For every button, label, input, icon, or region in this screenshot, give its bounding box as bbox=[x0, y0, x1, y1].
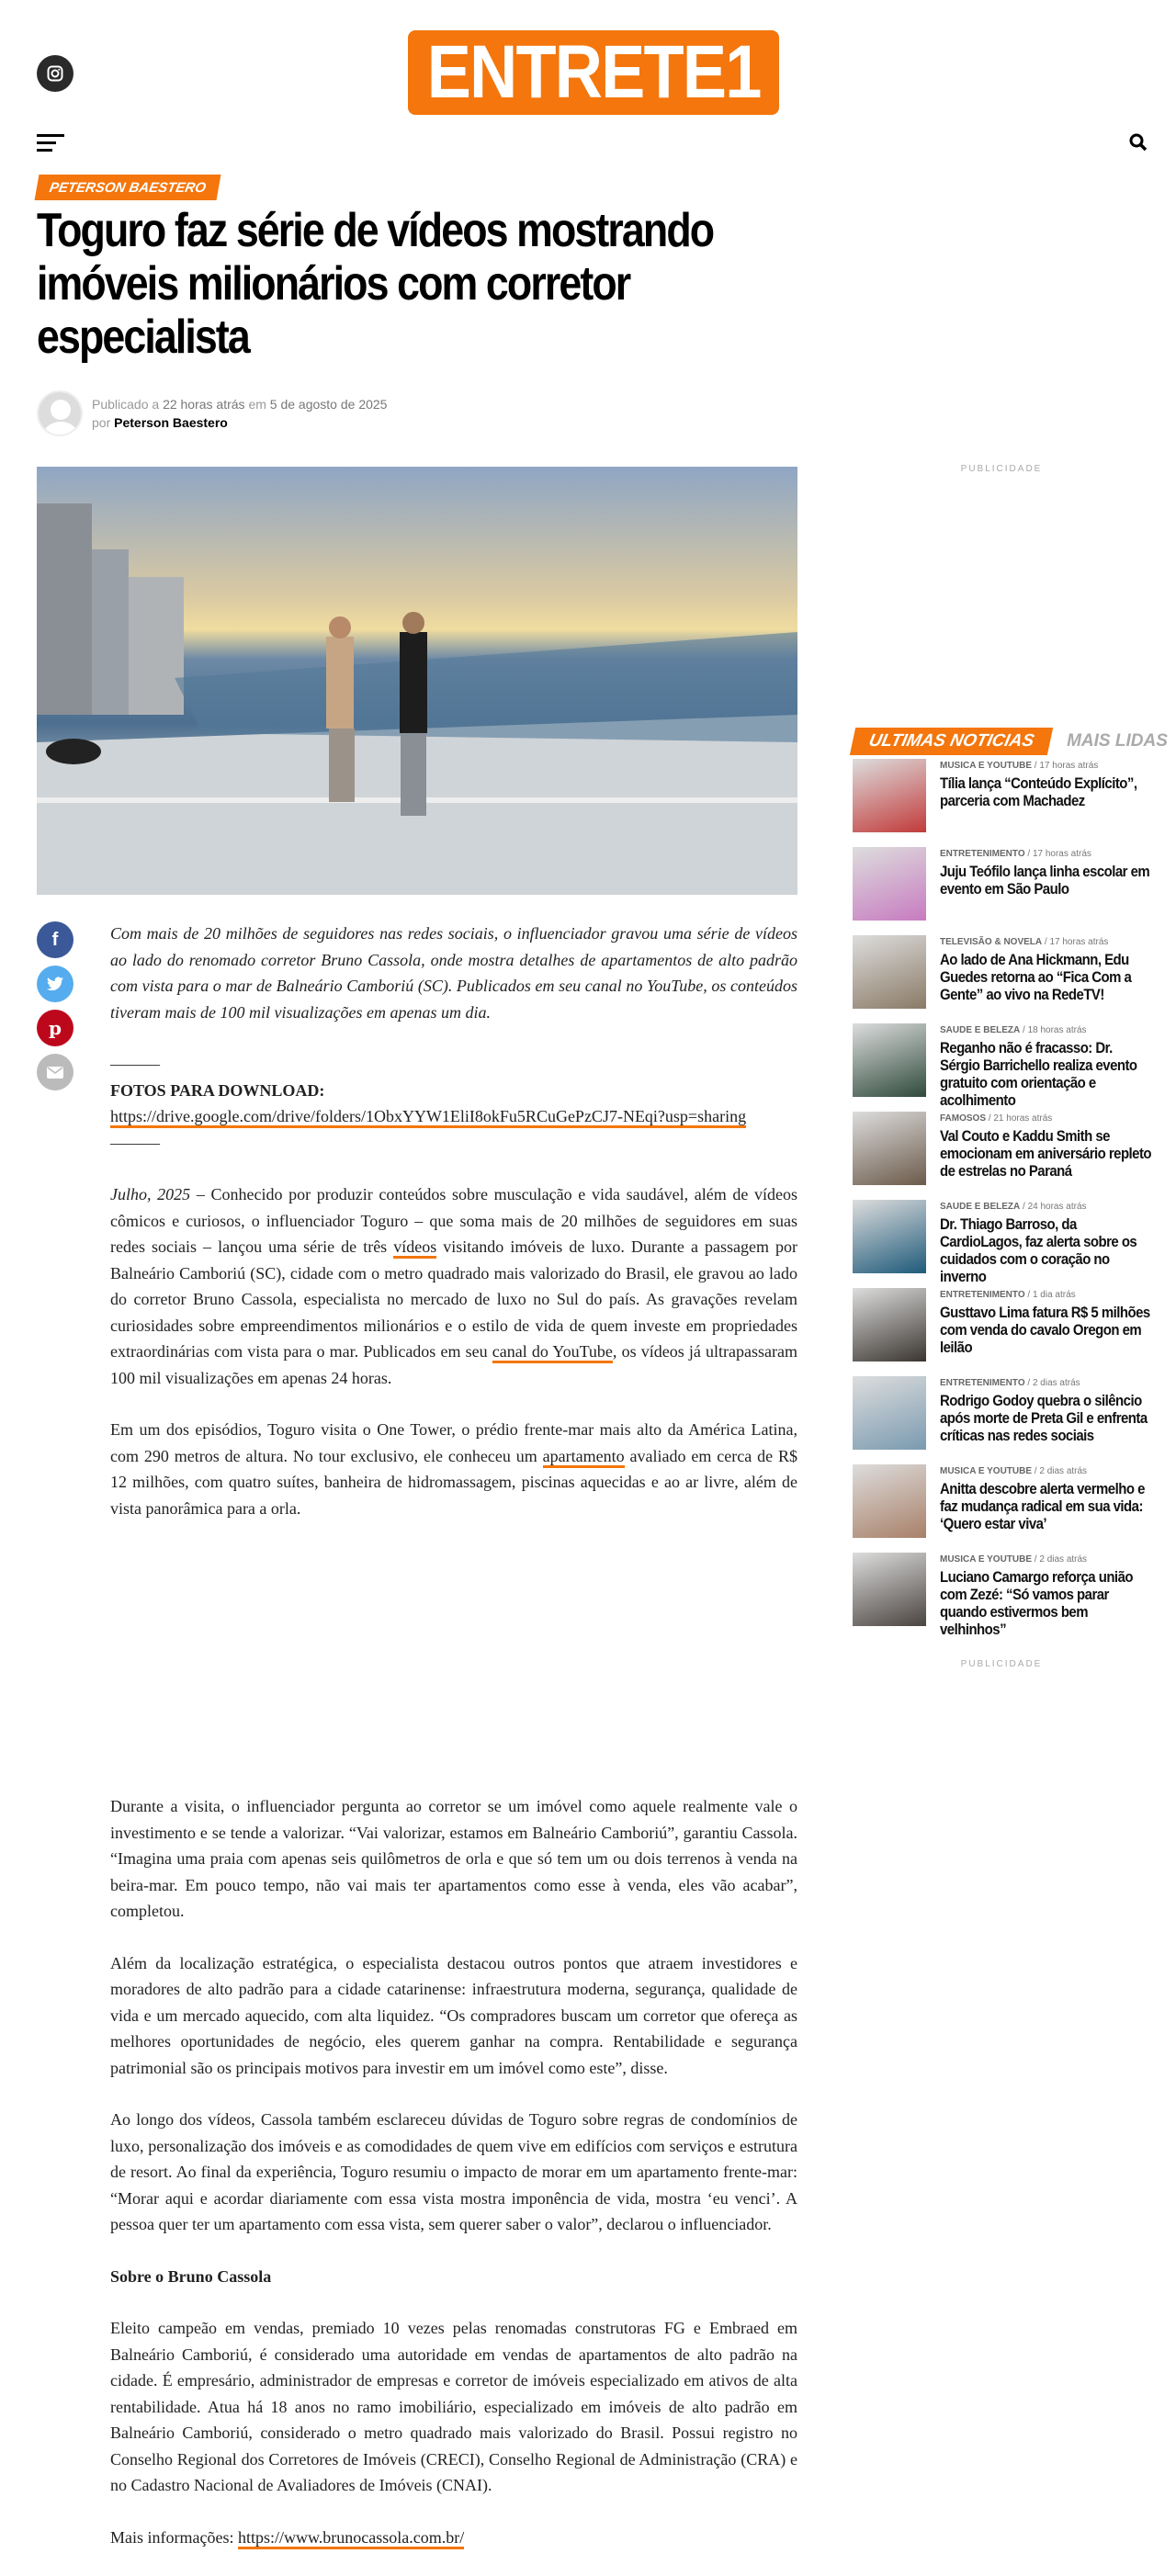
tab-latest-news[interactable]: ULTIMAS NOTICIAS bbox=[850, 728, 1053, 755]
hamburger-icon[interactable] bbox=[37, 134, 64, 153]
instagram-icon[interactable] bbox=[37, 55, 74, 92]
news-title[interactable]: Luciano Camargo reforça união com Zezé: “Só vamos parar quando estivermos bem velhinhos” bbox=[940, 1568, 1133, 1638]
site-logo[interactable]: ENTRETE1 bbox=[408, 30, 779, 115]
news-item[interactable]: MUSICA E YOUTUBE / 2 dias atrás Luciano Camargo reforça união com Zezé: “Só vamos parar quando estivermos bem velhinhos” bbox=[853, 1553, 1156, 1641]
news-item[interactable]: ENTRETENIMENTO / 1 dia atrás Gusttavo Lima fatura R$ 5 milhões com venda do cavalo Oregon em leilão bbox=[853, 1288, 1156, 1376]
news-title[interactable]: Ao lado de Ana Hickmann, Edu Guedes retorna ao “Fica Com a Gente” ao vivo na RedeTV! bbox=[940, 951, 1132, 1003]
news-category[interactable]: SAUDE E BELEZA bbox=[940, 1025, 1021, 1035]
news-title[interactable]: Tília lança “Conteúdo Explícito”, parceria com Machadez bbox=[940, 774, 1137, 809]
news-thumbnail[interactable] bbox=[853, 847, 926, 921]
facebook-icon[interactable]: f bbox=[37, 921, 74, 958]
category-tag[interactable]: PETERSON BAESTERO bbox=[35, 175, 221, 200]
news-time: 2 dias atrás bbox=[1039, 1554, 1088, 1565]
news-category[interactable]: MUSICA E YOUTUBE bbox=[940, 1466, 1033, 1476]
news-title[interactable]: Val Couto e Kaddu Smith se emocionam em aniversário repleto de estrelas no Paraná bbox=[940, 1127, 1152, 1180]
news-title[interactable]: Reganho não é fracasso: Dr. Sérgio Barrichello realiza evento gratuito com orientação e acolhimento bbox=[940, 1039, 1137, 1109]
news-title[interactable]: Rodrigo Godoy quebra o silêncio após morte de Preta Gil e enfrenta críticas nas redes sociais bbox=[940, 1392, 1148, 1444]
download-link[interactable]: https://drive.google.com/drive/folders/1ObxYYW1EliI8okFu5RCuGePzCJ7-NEqi?usp=sharing bbox=[110, 1107, 746, 1128]
email-icon[interactable] bbox=[37, 1054, 74, 1090]
news-item[interactable]: SAUDE E BELEZA / 24 horas atrás Dr. Thiago Barroso, da CardioLagos, faz alerta sobre os cuidados com o coração no inverno bbox=[853, 1200, 1156, 1288]
news-category[interactable]: ENTRETENIMENTO bbox=[940, 1290, 1025, 1300]
ad-space bbox=[110, 1547, 797, 1793]
news-thumbnail[interactable] bbox=[853, 1288, 926, 1361]
news-thumbnail[interactable] bbox=[853, 1023, 926, 1097]
hero-image bbox=[37, 467, 797, 895]
ad-label: PUBLICIDADE bbox=[960, 464, 1043, 474]
subheading: Sobre o Bruno Cassola bbox=[110, 2266, 272, 2286]
news-item[interactable]: TELEVISÃO & NOVELA / 17 horas atrás Ao lado de Ana Hickmann, Edu Guedes retorna ao “Fica Com a Gente” ao vivo na RedeTV! bbox=[853, 935, 1156, 1023]
news-item[interactable]: ENTRETENIMENTO / 2 dias atrás Rodrigo Godoy quebra o silêncio após morte de Preta Gil e enfrenta críticas nas redes sociais bbox=[853, 1376, 1156, 1464]
news-title[interactable]: Juju Teófilo lança linha escolar em evento em São Paulo bbox=[940, 863, 1150, 898]
news-category[interactable]: TELEVISÃO & NOVELA bbox=[940, 937, 1043, 947]
sidebar-tabs bbox=[853, 728, 1168, 755]
news-title[interactable]: Anitta descobre alerta vermelho e faz mudança radical em sua vida: ‘Quero estar viva’ bbox=[940, 1480, 1145, 1532]
news-item[interactable]: MUSICA E YOUTUBE / 2 dias atrás Anitta descobre alerta vermelho e faz mudança radical em sua vida: ‘Quero estar viva’ bbox=[853, 1464, 1156, 1553]
page-title: Toguro faz série de vídeos mostrando imóveis milionários com corretor especialista bbox=[37, 204, 714, 364]
news-category[interactable]: SAUDE E BELEZA bbox=[940, 1202, 1021, 1212]
article-body: Com mais de 20 milhões de seguidores nas redes sociais, o influenciador gravou uma série de vídeos ao lado do renomado corretor Bruno Cassola, onde mostra detalhes de apartamentos de alto padrão com vista para o mar de Balneário Camboriú (SC). Publicados em seu canal no YouTube, os conteúdos tiveram mais de 100 mil visualizações em apenas um dia. ——— FOTOS PARA DOWNLOAD: https://drive.google.com/drive/folders/1ObxYYW1EliI8okFu5RCuGePzCJ7-NEqi?usp=sharing ——— Julho, 2025 – Conhecido por produzir conteúdos sobre musculação e vida saudável, além de vídeos cômicos e curiosos, o influenciador Toguro – que soma mais de 20 milhões de seguidores em suas redes sociais – lançou uma série de três vídeos visitando imóveis de luxo. Durante a passagem por Balneário Camboriú (SC), cidade com o metro quadrado mais valorizado do Brasil, ele gravou ao lado do corretor Bruno Cassola, especialista no mercado de luxo no Sul do país. As gravações revelam curiosidades sobre empreendimentos milionários e o estilo de vida de quem investe em propriedades extraordinárias com vista para o mar. Publicados em seu canal do YouTube, os vídeos já ultrapassaram 100 mil visualizações em apenas 24 horas. Em um dos episódios, Toguro visita o One Tower, o prédio frente-mar mais alto da América Latina, com 290 metros de altura. No tour exclusivo, ele conheceu um apartamento avaliado em cerca de R$ 12 milhões, com quatro suítes, banheira de hidromassagem, piscinas aquecidas e ao ar livre, além de vista panorâmica para a orla. Durante a visita, o influenciador pergunta ao corretor se um imóvel como aquele realmente vale o investimento e se tende a valorizar. “Vai valorizar, estamos em Balneário Camboriú”, garantiu Cassola. “Imagina uma praia com apenas seis quilômetros de orla e que só tem um ou dois terrenos à venda na beira-mar. Em pouco tempo, não vai mais ter apartamentos como esse à venda, eles vão acabar”, completou. Além da localização estratégica, o especialista destacou outros pontos que atraem investidores e moradores de alto padrão para a cidade catarinense: infraestrutura moderna, segurança, qualidade de vida e um mercado aquecido, com alta liquidez. “Os compradores buscam um corretor que ofereça as melhores oportunidades de negócio, eles querem ganhar na compra. Rentabilidade e segurança patrimonial são os principais motivos para investir em um imóvel como este”, disse. Ao longo dos vídeos, Cassola também esclareceu dúvidas de Toguro sobre regras de condomínios de luxo, personalização dos imóveis e as comodidades de quem vive em edifícios com serviços e estrutura de resort. Ao final da experiência, Toguro resumiu o impacto de morar em um apartamento frente-mar: “Morar aqui e acordar diariamente com essa vista mostra imponência de vida, mostra ‘eu venci’. A pessoa quer ter um apartamento com essa vista, sem querer saber o valor”, declarou o influenciador. Sobre o Bruno Cassola Eleito campeão em vendas, premiado 10 vezes pelas renomadas construtoras FG e Embraed em Balneário Camboriú, é considerado uma autoridade em vendas de apartamentos de alto padrão na cidade. É empresário, administrador de empresas e corretor de imóveis especializado em ativos de alta rentabilidade. Atua há 18 anos no ramo imobiliário, especializado em imóveis de alto padrão em Balneário Camboriú, considerado o metro quadrado mais valorizado do Brasil. Possui registro no Conselho Regional dos Corretores de Imóveis (CRECI), Conselho Regional de Administração (CRA) e no Cadastro Nacional de Avaliadores de Imóveis (CNAI). Mais informações: https://www.brunocassola.com.br/ bbox=[110, 921, 797, 2576]
news-item[interactable]: FAMOSOS / 21 horas atrás Val Couto e Kaddu Smith se emocionam em aniversário repleto de estrelas no Paraná bbox=[853, 1112, 1156, 1200]
news-time: 24 horas atrás bbox=[1027, 1202, 1087, 1212]
apartment-link[interactable]: apartamento bbox=[543, 1447, 625, 1468]
news-time: 17 horas atrás bbox=[1039, 761, 1099, 771]
news-item[interactable]: MUSICA E YOUTUBE / 17 horas atrás Tília lança “Conteúdo Explícito”, parceria com Machadez bbox=[853, 759, 1156, 847]
news-category[interactable]: MUSICA E YOUTUBE bbox=[940, 1554, 1033, 1565]
news-title[interactable]: Dr. Thiago Barroso, da CardioLagos, faz alerta sobre os cuidados com o coração no inverno bbox=[940, 1215, 1137, 1285]
website-link[interactable]: https://www.brunocassola.com.br/ bbox=[238, 2528, 464, 2549]
videos-link[interactable]: vídeos bbox=[393, 1237, 436, 1259]
author-row: Publicado a 22 horas atrás em 5 de agosto de 2025 por Peterson Baestero bbox=[37, 390, 387, 436]
news-thumbnail[interactable] bbox=[853, 935, 926, 1009]
news-item[interactable]: SAUDE E BELEZA / 18 horas atrás Reganho não é fracasso: Dr. Sérgio Barrichello realiza evento gratuito com orientação e acolhimento bbox=[853, 1023, 1156, 1112]
news-category[interactable]: MUSICA E YOUTUBE bbox=[940, 761, 1033, 771]
news-category[interactable]: ENTRETENIMENTO bbox=[940, 849, 1025, 859]
news-time: 17 horas atrás bbox=[1032, 849, 1091, 859]
news-thumbnail[interactable] bbox=[853, 1464, 926, 1538]
twitter-icon[interactable] bbox=[37, 966, 74, 1002]
news-thumbnail[interactable] bbox=[853, 759, 926, 832]
news-time: 18 horas atrás bbox=[1027, 1025, 1087, 1035]
search-icon[interactable] bbox=[1128, 132, 1148, 153]
news-thumbnail[interactable] bbox=[853, 1376, 926, 1450]
news-thumbnail[interactable] bbox=[853, 1112, 926, 1185]
news-item[interactable]: ENTRETENIMENTO / 17 horas atrás Juju Teófilo lança linha escolar em evento em São Paulo bbox=[853, 847, 1156, 935]
news-thumbnail[interactable] bbox=[853, 1553, 926, 1626]
youtube-channel-link[interactable]: canal do YouTube bbox=[492, 1342, 613, 1363]
tab-most-read[interactable]: MAIS LIDAS bbox=[1067, 731, 1168, 751]
news-category[interactable]: ENTRETENIMENTO bbox=[940, 1378, 1025, 1388]
news-time: 17 horas atrás bbox=[1049, 937, 1109, 947]
author-link[interactable]: Peterson Baestero bbox=[114, 415, 228, 430]
news-time: 2 dias atrás bbox=[1032, 1378, 1080, 1388]
news-category[interactable]: FAMOSOS bbox=[940, 1113, 987, 1124]
ad-label-bottom: PUBLICIDADE bbox=[960, 1659, 1043, 1669]
news-time: 21 horas atrás bbox=[993, 1113, 1053, 1124]
news-title[interactable]: Gusttavo Lima fatura R$ 5 milhões com venda do cavalo Oregon em leilão bbox=[940, 1304, 1150, 1356]
news-time: 1 dia atrás bbox=[1032, 1290, 1076, 1300]
avatar[interactable] bbox=[37, 390, 83, 436]
news-time: 2 dias atrás bbox=[1039, 1466, 1088, 1476]
pinterest-icon[interactable]: p bbox=[37, 1010, 74, 1046]
news-list bbox=[853, 759, 1156, 1641]
news-thumbnail[interactable] bbox=[853, 1200, 926, 1273]
